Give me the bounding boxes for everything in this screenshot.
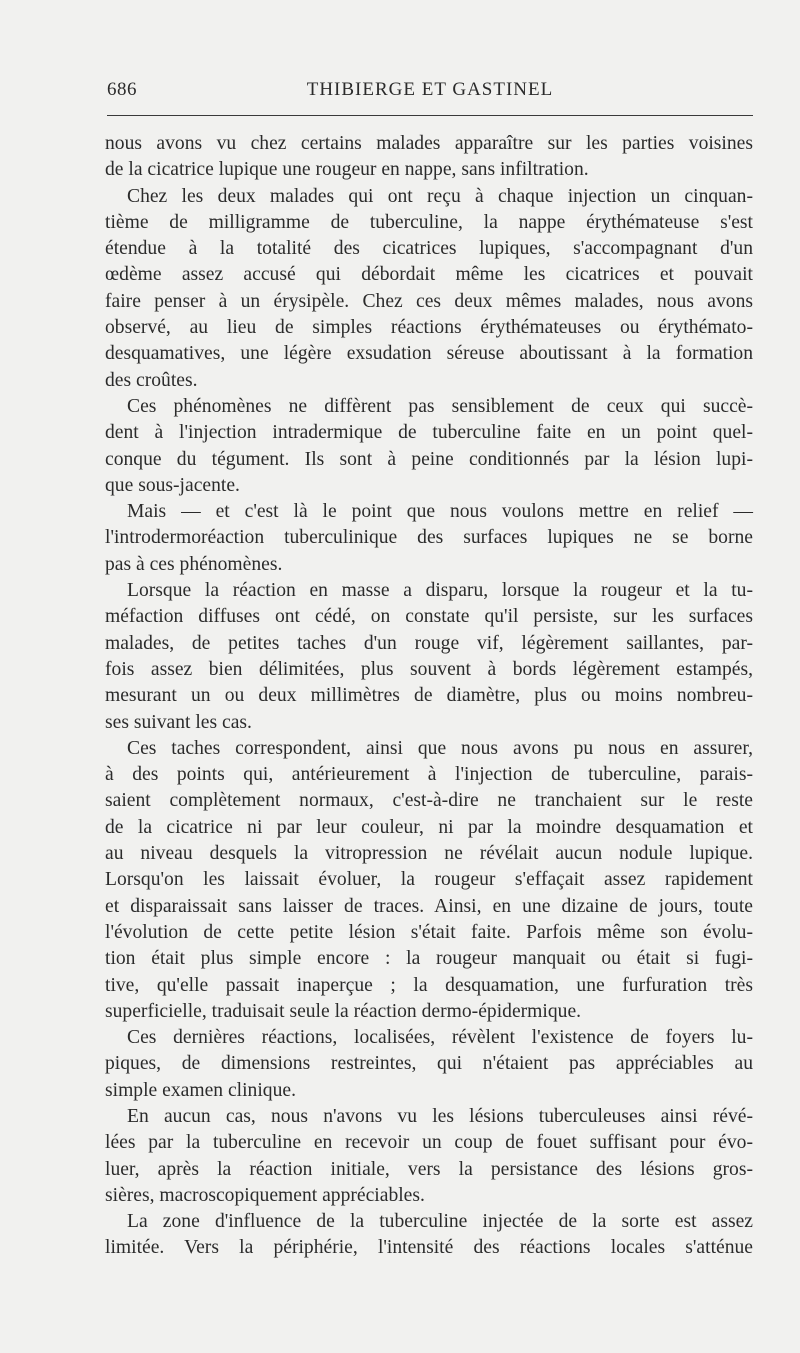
body-text	[105, 131, 753, 1262]
text-line: Ces phénomènes ne diffèrent pas sensiblement de ceux qui succè-	[127, 395, 753, 417]
text-line: piques, de dimensions restreintes, qui n'étaient pas appréciables au	[105, 1053, 753, 1075]
running-head: THIBIERGE ET GASTINEL	[306, 79, 554, 100]
text-line: limitée. Vers la périphérie, l'intensité des réactions locales s'atténue	[105, 1237, 753, 1259]
text-line: Lorsque la réaction en masse a disparu, lorsque la rougeur et la tu-	[127, 580, 753, 602]
text-line: observé, au lieu de simples réactions érythémateuses ou érythémato-	[105, 317, 753, 339]
text-line: Mais — et c'est là le point que nous voulons mettre en relief —	[127, 501, 753, 523]
text-line: que sous-jacente.	[105, 474, 240, 496]
text-line: simple examen clinique.	[105, 1079, 296, 1101]
text-line: La zone d'influence de la tuberculine injectée de la sorte est assez	[127, 1211, 753, 1233]
text-line: superficielle, traduisait seule la réaction dermo-épidermique.	[105, 1000, 582, 1022]
header-rule	[107, 115, 753, 116]
text-line: desquamatives, une légère exsudation séreuse aboutissant à la formation	[105, 343, 753, 365]
paragraph	[105, 1209, 753, 1262]
text-line: mesurant un ou deux millimètres de diamètre, plus ou moins nombreu-	[105, 685, 753, 707]
text-line: tive, qu'elle passait inaperçue ; la desquamation, une furfuration très	[105, 974, 753, 996]
text-line: à des points qui, antérieurement à l'injection de tuberculine, parais-	[105, 764, 753, 786]
text-line: au niveau desquels la vitropression ne révélait aucun nodule lupique.	[105, 843, 753, 865]
text-line: dent à l'injection intradermique de tuberculine faite en un point quel-	[105, 422, 753, 444]
text-line: Chez les deux malades qui ont reçu à chaque injection un cinquan-	[127, 185, 753, 207]
paragraph	[105, 499, 753, 578]
text-line: saient complètement normaux, c'est-à-dire ne tranchaient sur le reste	[105, 790, 753, 812]
text-line: conque du tégument. Ils sont à peine conditionnés par la lésion lupi-	[105, 448, 753, 470]
text-line: Lorsqu'on les laissait évoluer, la rougeur s'effaçait assez rapidement	[105, 869, 753, 891]
text-line: malades, de petites taches d'un rouge vif, légèrement saillantes, par-	[105, 632, 753, 654]
paragraph	[105, 131, 753, 184]
text-line: œdème assez accusé qui débordait même les cicatrices et pouvait	[105, 264, 753, 286]
text-line: méfaction diffuses ont cédé, on constate qu'il persiste, sur les surfaces	[105, 606, 753, 628]
text-line: Ces dernières réactions, localisées, révèlent l'existence de foyers lu-	[127, 1027, 753, 1049]
text-line: de la cicatrice ni par leur couleur, ni par la moindre desquamation et	[105, 816, 753, 838]
text-line: l'introdermoréaction tuberculinique des surfaces lupiques ne se borne	[105, 527, 753, 549]
paragraph	[105, 1104, 753, 1209]
text-line: En aucun cas, nous n'avons vu les lésions tuberculeuses ainsi révé-	[127, 1105, 753, 1127]
text-line: l'évolution de cette petite lésion s'était faite. Parfois même son évolu-	[105, 921, 753, 943]
text-line: des croûtes.	[105, 369, 198, 391]
text-line: étendue à la totalité des cicatrices lupiques, s'accompagnant d'un	[105, 238, 753, 260]
page-header	[107, 79, 753, 109]
paragraph	[105, 394, 753, 499]
text-line: fois assez bien délimitées, plus souvent à bords légèrement estampés,	[105, 658, 753, 680]
text-line: lées par la tuberculine en recevoir un coup de fouet suffisant pour évo-	[105, 1132, 753, 1154]
text-line: tième de milligramme de tuberculine, la nappe érythémateuse s'est	[105, 211, 753, 233]
text-line: de la cicatrice lupique une rougeur en nappe, sans infiltration.	[105, 159, 589, 181]
paragraph	[105, 1025, 753, 1104]
text-line: luer, après la réaction initiale, vers la persistance des lésions gros-	[105, 1158, 753, 1180]
text-line: sières, macroscopiquement appréciables.	[105, 1184, 425, 1206]
paragraph	[105, 736, 753, 1025]
page-number: 686	[107, 79, 137, 100]
text-line: tion était plus simple encore : la rougeur manquait ou était si fugi-	[105, 948, 753, 970]
text-line: pas à ces phénomènes.	[105, 553, 283, 575]
text-line: ses suivant les cas.	[105, 711, 252, 733]
text-line: nous avons vu chez certains malades apparaître sur les parties voisines	[105, 133, 753, 154]
text-line: faire penser à un érysipèle. Chez ces deux mêmes malades, nous avons	[105, 290, 753, 312]
text-line: et disparaissait sans laisser de traces. Ainsi, en une dizaine de jours, toute	[105, 895, 753, 917]
text-line: Ces taches correspondent, ainsi que nous avons pu nous en assurer,	[127, 737, 753, 759]
paragraph	[105, 578, 753, 736]
paragraph	[105, 184, 753, 394]
